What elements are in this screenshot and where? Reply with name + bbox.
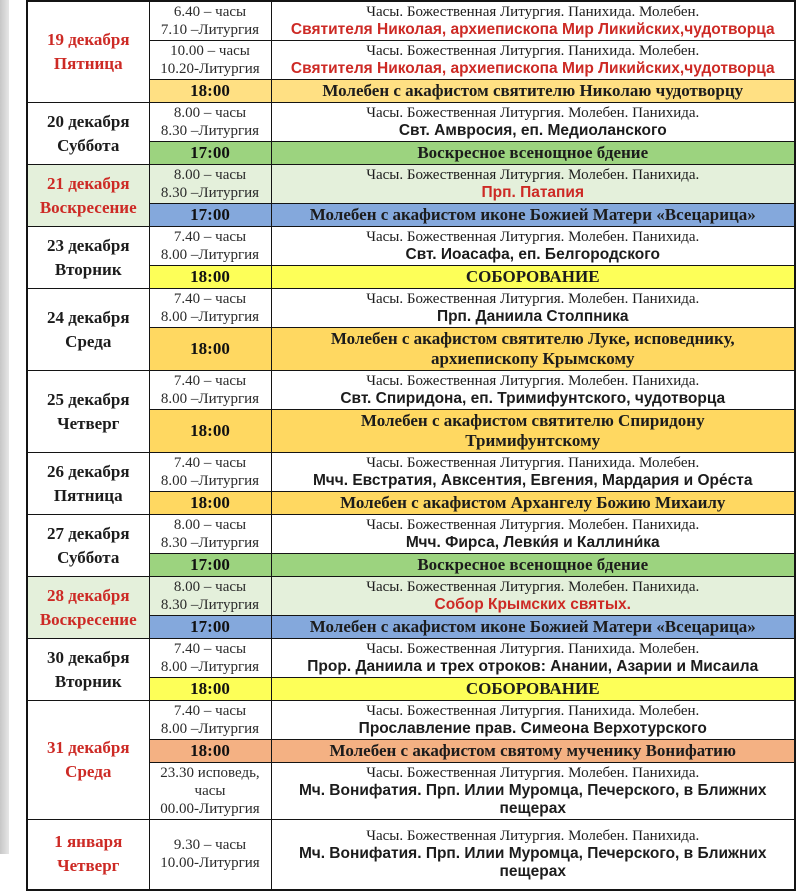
time-cell xyxy=(149,328,271,371)
date-line: Четверг xyxy=(57,856,120,876)
service-cell xyxy=(271,639,795,678)
time-cell xyxy=(149,410,271,453)
service-cell xyxy=(271,328,795,371)
time-line: 8.30 –Литургия xyxy=(160,185,260,201)
date-line: 1 января xyxy=(54,832,123,852)
time-line: 18:00 xyxy=(190,421,230,440)
service-line: Воскресное всенощное бдение xyxy=(417,555,649,574)
schedule-table xyxy=(26,0,796,891)
time-cell xyxy=(149,701,271,740)
table-row xyxy=(27,515,795,554)
service-line: Прп. Даниила Столпника xyxy=(436,308,629,325)
time-cell xyxy=(149,740,271,763)
service-line: Мчч. Фирса, Левки́я и Каллини́ка xyxy=(405,534,660,551)
time-cell xyxy=(149,453,271,492)
table-row xyxy=(27,289,795,328)
time-line: 6.40 – часы xyxy=(173,4,247,20)
time-line: 8.00 –Литургия xyxy=(160,391,260,407)
time-line: 8.00 –Литургия xyxy=(160,309,260,325)
date-cell xyxy=(27,103,149,165)
time-cell xyxy=(149,142,271,165)
time-cell xyxy=(149,289,271,328)
time-line: 8.00 – часы xyxy=(173,579,247,595)
service-line: Мч. Вонифатия. Прп. Илии Муромца, Печерского, в Ближних xyxy=(298,845,767,863)
time-line: 7.10 –Литургия xyxy=(160,22,260,38)
service-line: Часы. Божественная Литургия. Молебен. Панихида. xyxy=(366,105,700,121)
time-line: 10.00-Литургия xyxy=(160,855,260,872)
date-cell xyxy=(27,515,149,577)
time-line: 17:00 xyxy=(190,555,230,574)
time-line: 00.00-Литургия xyxy=(160,801,260,817)
service-cell xyxy=(271,763,795,820)
service-line: Мч. Вонифатия. Прп. Илии Муромца, Печерского, в Ближних xyxy=(298,782,767,799)
time-line: 8.00 – часы xyxy=(173,517,247,533)
time-line: 8.00 –Литургия xyxy=(160,659,260,675)
service-cell xyxy=(271,515,795,554)
time-cell xyxy=(149,616,271,639)
service-cell xyxy=(271,554,795,577)
date-line: 24 декабря xyxy=(46,307,130,327)
date-line: 19 декабря xyxy=(46,30,130,49)
date-line: Среда xyxy=(65,762,112,781)
time-cell xyxy=(149,371,271,410)
time-line: 18:00 xyxy=(190,493,230,512)
service-line: Часы. Божественная Литургия. Молебен. Панихида. xyxy=(366,765,700,781)
time-line: 8.00 –Литургия xyxy=(160,473,260,489)
time-cell xyxy=(149,41,271,80)
time-line: 18:00 xyxy=(190,81,230,100)
time-cell xyxy=(149,678,271,701)
date-cell xyxy=(27,820,149,890)
time-line: 7.40 – часы xyxy=(173,229,247,245)
time-cell xyxy=(149,577,271,616)
date-line: Суббота xyxy=(57,135,120,155)
service-line: Святителя Николая, архиепископа Мир Ликийских,чудотворца xyxy=(290,60,775,77)
date-line: 20 декабря xyxy=(46,111,130,131)
service-line: Часы. Божественная Литургия. Панихида. Молебен. xyxy=(366,4,700,20)
time-line: 17:00 xyxy=(190,143,230,162)
service-line: Молебен с акафистом Архангелу Божию Михаилу xyxy=(340,493,726,512)
service-line: Молебен с акафистом иконе Божией Матери «Всецарица» xyxy=(309,205,756,224)
time-cell xyxy=(149,515,271,554)
service-line: Часы. Божественная Литургия. Панихида. Молебен. xyxy=(366,43,700,59)
time-cell xyxy=(149,492,271,515)
table-row xyxy=(27,371,795,410)
date-cell xyxy=(27,577,149,639)
date-cell xyxy=(27,289,149,371)
service-line: пещерах xyxy=(499,800,566,817)
time-line: 7.40 – часы xyxy=(173,641,247,657)
time-line: 17:00 xyxy=(190,205,230,224)
time-cell xyxy=(149,103,271,142)
time-cell xyxy=(149,1,271,41)
service-cell xyxy=(271,371,795,410)
table-row xyxy=(27,453,795,492)
time-cell xyxy=(149,763,271,820)
service-cell xyxy=(271,701,795,740)
service-cell xyxy=(271,453,795,492)
service-line: Тримифунтскому xyxy=(465,431,601,450)
time-line: 8.30 –Литургия xyxy=(160,535,260,551)
time-cell xyxy=(149,80,271,103)
table-row xyxy=(27,701,795,740)
time-line: 8.30 –Литургия xyxy=(160,597,260,613)
service-line: Молебен с акафистом святителю Луке, исповеднику, xyxy=(330,329,735,348)
service-line: Молебен с акафистом святому мученику Вонифатию xyxy=(329,741,736,760)
service-line: Часы. Божественная Литургия. Панихида. Молебен. xyxy=(366,703,700,719)
time-line: 8.00 –Литургия xyxy=(160,721,260,737)
date-cell xyxy=(27,1,149,103)
time-line: 8.00 –Литургия xyxy=(160,247,260,263)
table-row xyxy=(27,1,795,41)
date-cell xyxy=(27,701,149,820)
service-cell xyxy=(271,410,795,453)
service-cell xyxy=(271,80,795,103)
service-line: пещерах xyxy=(499,863,566,881)
time-line: 7.40 – часы xyxy=(173,703,247,719)
date-line: Четверг xyxy=(57,413,120,433)
time-line: 7.40 – часы xyxy=(173,373,247,389)
time-line: 10.00 – часы xyxy=(170,43,250,59)
service-cell xyxy=(271,740,795,763)
time-cell xyxy=(149,820,271,890)
time-line: 9.30 – часы xyxy=(173,837,247,854)
time-line: часы xyxy=(194,783,226,799)
table-row xyxy=(27,103,795,142)
schedule-body xyxy=(27,1,795,890)
date-line: Среда xyxy=(65,331,112,351)
service-cell xyxy=(271,165,795,204)
table-row xyxy=(27,820,795,890)
service-cell xyxy=(271,616,795,639)
date-line: Пятница xyxy=(53,54,123,73)
date-cell xyxy=(27,227,149,289)
date-line: 28 декабря xyxy=(46,585,130,605)
time-cell xyxy=(149,266,271,289)
time-cell xyxy=(149,554,271,577)
service-line: Воскресное всенощное бдение xyxy=(417,143,649,162)
date-line: Вторник xyxy=(54,259,122,279)
time-cell xyxy=(149,165,271,204)
service-cell xyxy=(271,289,795,328)
service-line: Часы. Божественная Литургия. Молебен. Панихида. xyxy=(366,828,700,845)
service-cell xyxy=(271,41,795,80)
service-line: Часы. Божественная Литургия. Молебен. Панихида. xyxy=(366,517,700,533)
service-line: Собор Крымских святых. xyxy=(434,596,631,613)
service-cell xyxy=(271,1,795,41)
date-line: Суббота xyxy=(57,547,120,567)
service-cell xyxy=(271,103,795,142)
date-line: 21 декабря xyxy=(46,173,130,193)
date-line: Воскресение xyxy=(39,197,137,217)
time-line: 17:00 xyxy=(190,617,230,636)
service-line: Свт. Иоасафа, еп. Белгородского xyxy=(405,246,660,263)
service-line: Молебен с акафистом святителю Николаю чудотворцу xyxy=(322,81,744,100)
time-line: 23.30 исповедь, xyxy=(160,765,260,781)
service-cell xyxy=(271,492,795,515)
service-line: Молебен с акафистом иконе Божией Матери «Всецарица» xyxy=(309,617,756,636)
service-line: архиепископу Крымскому xyxy=(430,349,635,368)
date-line: 31 декабря xyxy=(46,738,130,757)
date-cell xyxy=(27,639,149,701)
service-line: Прп. Патапия xyxy=(481,184,584,201)
date-line: 30 декабря xyxy=(46,647,130,667)
service-cell xyxy=(271,678,795,701)
time-line: 18:00 xyxy=(190,339,230,358)
service-line: Часы. Божественная Литургия. Молебен. Панихида. xyxy=(366,167,700,183)
service-line: Часы. Божественная Литургия. Панихида. Молебен. xyxy=(366,455,700,471)
service-cell xyxy=(271,204,795,227)
service-line: Часы. Божественная Литургия. Молебен. Панихида. xyxy=(366,229,700,245)
service-line: Свт. Спиридона, еп. Тримифунтского, чудотворца xyxy=(340,390,726,407)
service-line: Часы. Божественная Литургия. Панихида. Молебен. xyxy=(366,641,700,657)
time-cell xyxy=(149,639,271,678)
date-line: 23 декабря xyxy=(46,235,130,255)
date-cell xyxy=(27,165,149,227)
service-line: Часы. Божественная Литургия. Молебен. Панихида. xyxy=(366,373,700,389)
scan-edge xyxy=(0,0,9,854)
time-line: 8.00 – часы xyxy=(173,167,247,183)
time-line: 18:00 xyxy=(190,679,230,698)
table-row xyxy=(27,639,795,678)
service-line: Прославление прав. Симеона Верхотурского xyxy=(358,720,707,737)
time-line: 8.30 –Литургия xyxy=(160,123,260,139)
service-line: Прор. Даниила и трех отроков: Анании, Азарии и Мисаила xyxy=(307,658,759,675)
date-line: 26 декабря xyxy=(46,461,130,481)
service-line: СОБОРОВАНИЕ xyxy=(465,267,600,286)
date-cell xyxy=(27,453,149,515)
service-line: СОБОРОВАНИЕ xyxy=(465,679,600,698)
date-line: 25 декабря xyxy=(46,389,130,409)
time-line: 10.20-Литургия xyxy=(160,61,260,77)
service-cell xyxy=(271,227,795,266)
service-line: Мчч. Евстратия, Авксентия, Евгения, Мардария и Оре́ста xyxy=(313,472,753,489)
time-line: 18:00 xyxy=(190,267,230,286)
time-cell xyxy=(149,204,271,227)
date-line: Воскресение xyxy=(39,609,137,629)
table-row xyxy=(27,227,795,266)
time-cell xyxy=(149,227,271,266)
table-row xyxy=(27,165,795,204)
date-line: 27 декабря xyxy=(46,523,130,543)
table-row xyxy=(27,577,795,616)
service-line: Часы. Божественная Литургия. Молебен. Панихида. xyxy=(366,579,700,595)
service-cell xyxy=(271,577,795,616)
service-line: Святителя Николая, архиепископа Мир Ликийских,чудотворца xyxy=(290,21,775,38)
service-cell xyxy=(271,820,795,890)
time-line: 7.40 – часы xyxy=(173,455,247,471)
service-cell xyxy=(271,266,795,289)
time-line: 18:00 xyxy=(190,741,230,760)
time-line: 8.00 – часы xyxy=(173,105,247,121)
date-cell xyxy=(27,371,149,453)
time-line: 7.40 – часы xyxy=(173,291,247,307)
service-line: Молебен с акафистом святителю Спиридону xyxy=(360,411,705,430)
date-line: Пятница xyxy=(53,485,123,505)
service-cell xyxy=(271,142,795,165)
service-line: Свт. Амвросия, еп. Медиоланского xyxy=(398,122,667,139)
service-line: Часы. Божественная Литургия. Молебен. Панихида. xyxy=(366,291,700,307)
date-line: Вторник xyxy=(54,671,122,691)
